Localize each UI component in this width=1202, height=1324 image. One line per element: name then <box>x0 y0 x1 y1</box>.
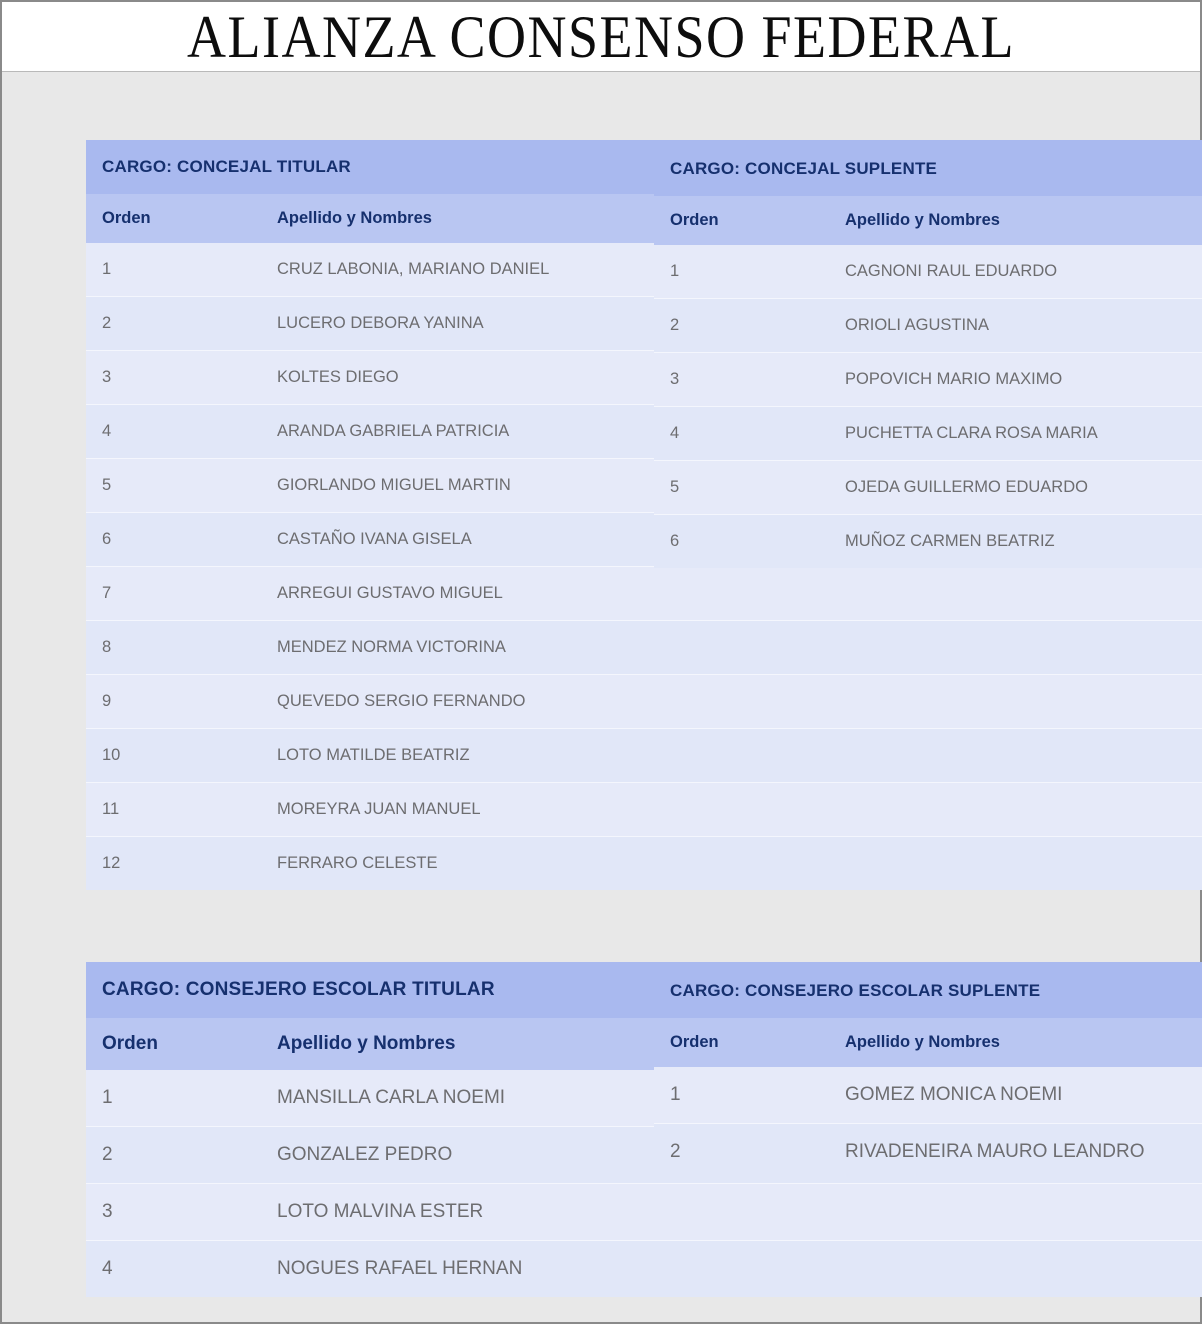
cell-nombre: LOTO MATILDE BEATRIZ <box>261 729 1202 783</box>
cell-nombre: KOLTES DIEGO <box>261 351 1202 405</box>
table-header-row <box>654 196 1202 245</box>
cell-orden: 3 <box>654 353 829 407</box>
cell-orden: 10 <box>86 729 261 783</box>
table-row <box>654 1124 1202 1181</box>
cell-nombre: CAGNONI RAUL EDUARDO <box>829 245 1202 299</box>
column-header-orden: Orden <box>86 1018 261 1070</box>
column-header-nombres: Apellido y Nombres <box>261 194 1202 243</box>
table-body <box>654 1067 1202 1180</box>
cell-nombre: NOGUES RAFAEL HERNAN <box>261 1241 1202 1298</box>
cell-nombre: MOREYRA JUAN MANUEL <box>261 783 1202 837</box>
cell-nombre: RIVADENEIRA MAURO LEANDRO <box>829 1124 1202 1181</box>
cell-orden: 6 <box>86 513 261 567</box>
cell-orden: 2 <box>654 299 829 353</box>
table-row <box>654 407 1202 461</box>
table-row <box>86 621 1202 675</box>
cell-nombre: GONZALEZ PEDRO <box>261 1127 1202 1184</box>
cell-nombre: MENDEZ NORMA VICTORINA <box>261 621 1202 675</box>
cell-orden: 4 <box>654 407 829 461</box>
cell-nombre: CASTAÑO IVANA GISELA <box>261 513 1202 567</box>
cell-orden: 7 <box>86 567 261 621</box>
cell-orden: 1 <box>86 1070 261 1127</box>
cell-orden: 8 <box>86 621 261 675</box>
cell-orden: 1 <box>86 243 261 297</box>
cell-nombre: MANSILLA CARLA NOEMI <box>261 1070 1202 1127</box>
column-header-nombres: Apellido y Nombres <box>829 1018 1202 1067</box>
table-header-row <box>654 1018 1202 1067</box>
column-header-nombres: Apellido y Nombres <box>261 1018 1202 1070</box>
cell-orden: 2 <box>654 1124 829 1181</box>
cargo-title-concejal-titular: CARGO: CONCEJAL TITULAR <box>86 140 1202 194</box>
cell-orden: 12 <box>86 837 261 891</box>
column-header-nombres: Apellido y Nombres <box>829 196 1202 245</box>
cell-nombre: OJEDA GUILLERMO EDUARDO <box>829 461 1202 515</box>
cell-nombre: QUEVEDO SERGIO FERNANDO <box>261 675 1202 729</box>
cell-nombre: LOTO MALVINA ESTER <box>261 1184 1202 1241</box>
table-row <box>86 1241 1202 1298</box>
cell-nombre: PUCHETTA CLARA ROSA MARIA <box>829 407 1202 461</box>
table-concejal-suplente <box>654 196 1202 568</box>
cell-nombre: GIORLANDO MIGUEL MARTIN <box>261 459 1202 513</box>
cell-nombre: FERRARO CELESTE <box>261 837 1202 891</box>
table-row <box>86 567 1202 621</box>
cell-orden: 2 <box>86 297 261 351</box>
table-row <box>86 729 1202 783</box>
column-header-orden: Orden <box>86 194 261 243</box>
table-row <box>654 299 1202 353</box>
table-consejero-escolar-suplente <box>654 1018 1202 1180</box>
cell-orden: 1 <box>654 245 829 299</box>
table-row <box>654 245 1202 299</box>
cell-nombre: ARREGUI GUSTAVO MIGUEL <box>261 567 1202 621</box>
cell-nombre: LUCERO DEBORA YANINA <box>261 297 1202 351</box>
cell-orden: 9 <box>86 675 261 729</box>
cell-orden: 5 <box>86 459 261 513</box>
table-row <box>654 461 1202 515</box>
party-name: ALIANZA CONSENSO FEDERAL <box>186 2 1016 71</box>
table-row <box>86 837 1202 891</box>
cell-orden: 4 <box>86 1241 261 1298</box>
list-consejero-escolar-suplente <box>654 964 1202 1180</box>
cell-nombre: GOMEZ MONICA NOEMI <box>829 1067 1202 1124</box>
table-body <box>654 245 1202 568</box>
column-header-orden: Orden <box>654 1018 829 1067</box>
cell-orden: 4 <box>86 405 261 459</box>
list-concejal-suplente <box>654 142 1202 568</box>
table-row <box>86 1184 1202 1241</box>
cell-orden: 3 <box>86 1184 261 1241</box>
cell-orden: 11 <box>86 783 261 837</box>
cargo-title-concejal-suplente: CARGO: CONCEJAL SUPLENTE <box>654 142 1202 196</box>
cell-nombre: POPOVICH MARIO MAXIMO <box>829 353 1202 407</box>
column-header-orden: Orden <box>654 196 829 245</box>
cell-orden: 2 <box>86 1127 261 1184</box>
party-banner <box>2 2 1200 72</box>
table-row <box>86 783 1202 837</box>
table-row <box>654 515 1202 569</box>
table-row <box>654 353 1202 407</box>
cell-nombre: ORIOLI AGUSTINA <box>829 299 1202 353</box>
cell-orden: 1 <box>654 1067 829 1124</box>
cargo-title-consejero-escolar-titular: CARGO: CONSEJERO ESCOLAR TITULAR <box>86 962 1202 1018</box>
cell-nombre: MUÑOZ CARMEN BEATRIZ <box>829 515 1202 569</box>
cell-orden: 6 <box>654 515 829 569</box>
cell-orden: 3 <box>86 351 261 405</box>
cell-nombre: CRUZ LABONIA, MARIANO DANIEL <box>261 243 1202 297</box>
table-row <box>86 675 1202 729</box>
cargo-title-consejero-escolar-suplente: CARGO: CONSEJERO ESCOLAR SUPLENTE <box>654 964 1202 1018</box>
cell-orden: 5 <box>654 461 829 515</box>
table-row <box>654 1067 1202 1124</box>
cell-nombre: ARANDA GABRIELA PATRICIA <box>261 405 1202 459</box>
